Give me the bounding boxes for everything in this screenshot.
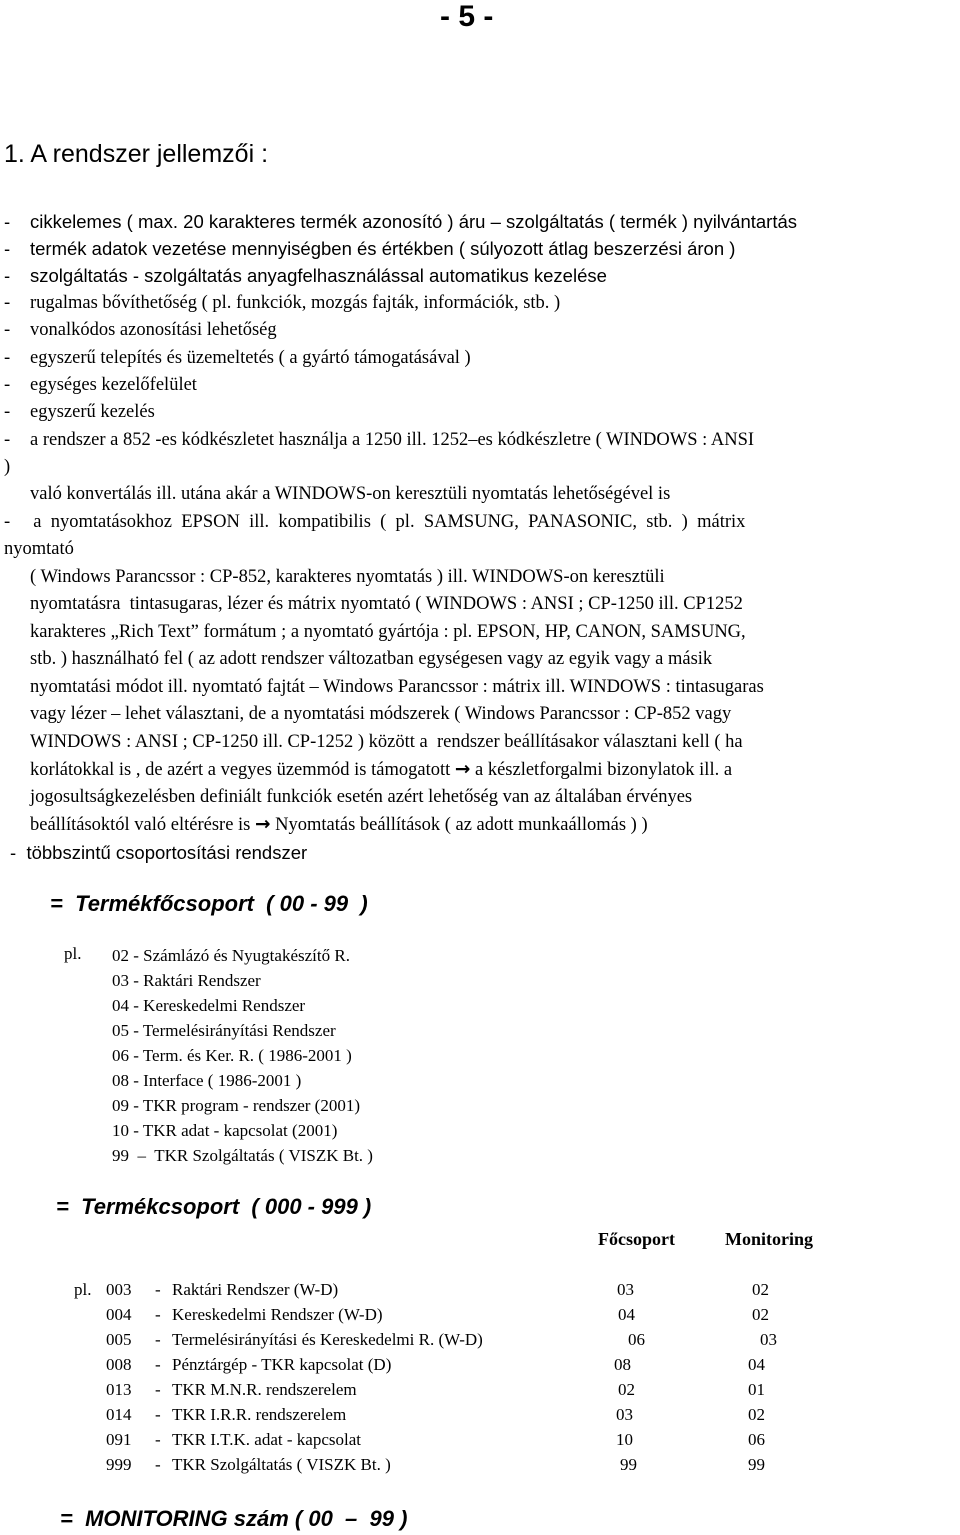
main-group-code: 03 (617, 1280, 634, 1299)
product-name: Kereskedelmi Rendszer (W-D) (172, 1305, 383, 1324)
bullet-dash: - (4, 402, 11, 422)
main-group-item: 08 - Interface ( 1986-2001 ) (112, 1071, 302, 1090)
multilevel-line: - többszintű csoportosítási rendszer (10, 842, 308, 863)
bullet-dash: - (4, 265, 11, 286)
feature-item (4, 427, 754, 454)
feature-text: a rendszer a 852 -es kódkészletet használja a 1250 ill. 1252–es kódkészletre ( WINDOWS : ANSI (30, 430, 755, 450)
bullet-dash: - (4, 430, 11, 450)
product-group-heading: = Termékcsoport ( 000 - 999 ) (56, 1194, 372, 1219)
feature-text: egyszerű kezelés (30, 402, 155, 422)
monitoring-code: 99 (748, 1455, 765, 1474)
main-group-code: 06 (628, 1330, 645, 1349)
product-name: TKR M.N.R. rendszerelem (172, 1380, 357, 1399)
printer-detail-text: Nyomtatás beállítások ( az adott munkaállomás ) ) (275, 815, 648, 835)
bullet-dash: - (4, 238, 11, 259)
main-group-code: 08 (614, 1355, 631, 1374)
printer-detail-text: korlátokkal is , de azért a vegyes üzemmód is támogatott (30, 760, 451, 780)
printers-line-wrap: nyomtató (4, 539, 74, 559)
main-group-item: 99 – TKR Szolgáltatás ( VISZK Bt. ) (112, 1146, 373, 1165)
separator: - (155, 1330, 161, 1349)
product-code: 003 (106, 1280, 132, 1299)
main-group-item: 02 - Számlázó és Nyugtakészítő R. (112, 946, 350, 965)
printer-detail-text: a készletforgalmi bizonylatok ill. a (475, 760, 733, 780)
feature-item (4, 399, 155, 426)
product-group-row (0, 1330, 960, 1355)
bullet-dash: - (4, 293, 11, 313)
feature-item (4, 262, 607, 289)
product-group-row (0, 1430, 960, 1455)
main-group-item: 05 - Termelésirányítási Rendszer (112, 1021, 336, 1040)
main-group-item: 09 - TKR program - rendszer (2001) (112, 1096, 361, 1115)
section-title: 1. A rendszer jellemzői : (4, 140, 269, 168)
product-code: 004 (106, 1305, 132, 1324)
product-name: Termelésirányítási és Kereskedelmi R. (W-D) (172, 1330, 483, 1349)
separator: - (155, 1430, 161, 1449)
product-group-row (0, 1305, 960, 1330)
monitoring-code: 02 (748, 1405, 765, 1424)
main-group-code: 04 (618, 1305, 635, 1324)
product-code: 014 (106, 1405, 132, 1424)
main-group-code: 03 (616, 1405, 633, 1424)
bullet-dash: - (4, 375, 11, 395)
main-group-item: 03 - Raktári Rendszer (112, 971, 261, 990)
separator: - (155, 1380, 161, 1399)
printer-detail-line: karakteres „Rich Text” formátum ; a nyomtató gyártója : pl. EPSON, HP, CANON, SAMSUNG, (30, 622, 746, 642)
feature-item (4, 290, 560, 317)
bullet-dash: - (4, 348, 11, 368)
product-name: TKR I.T.K. adat - kapcsolat (172, 1430, 361, 1449)
feature-item (4, 208, 797, 235)
main-group-item: 10 - TKR adat - kapcsolat (2001) (112, 1121, 338, 1140)
product-code: 999 (106, 1455, 132, 1474)
printers-line: - a nyomtatásokhoz EPSON ill. kompatibilis ( pl. SAMSUNG, PANASONIC, stb. ) mátrix (4, 512, 746, 532)
arrow-right-icon: → (255, 814, 271, 835)
feature-item (4, 372, 197, 399)
printer-detail-line: jogosultságkezelésben definiált funkciók esetén azért lehetőség van az általában érvényes (30, 787, 693, 807)
main-group-item: 06 - Term. és Ker. R. ( 1986-2001 ) (112, 1046, 352, 1065)
monitoring-code: 06 (748, 1430, 765, 1449)
product-group-row (0, 1405, 960, 1430)
product-code: 005 (106, 1330, 132, 1349)
separator: - (155, 1405, 161, 1424)
feature-text: egyszerű telepítés és üzemeltetés ( a gyártó támogatásával ) (30, 348, 471, 368)
main-group-code: 10 (616, 1430, 633, 1449)
separator: - (155, 1305, 161, 1324)
product-name: Raktári Rendszer (W-D) (172, 1280, 339, 1299)
column-header-monitoring: Monitoring (725, 1229, 813, 1249)
feature-continuation: való konvertálás ill. utána akár a WINDOWS-on keresztüli nyomtatás lehetőségével is (30, 484, 671, 504)
product-code: 091 (106, 1430, 132, 1449)
monitoring-code: 01 (748, 1380, 765, 1399)
feature-item (4, 345, 471, 372)
printer-detail-line: stb. ) használható fel ( az adott rendszer változatban egységesen vagy az egyik vagy a másik (30, 649, 713, 669)
product-group-row (0, 1380, 960, 1405)
printer-detail-line (30, 811, 648, 839)
monitoring-code: 04 (748, 1355, 765, 1374)
main-group-code: 02 (618, 1380, 635, 1399)
monitoring-code: 02 (752, 1280, 769, 1299)
column-header-main-group: Főcsoport (598, 1229, 675, 1249)
feature-text: egységes kezelőfelület (30, 375, 197, 395)
printer-detail-line (30, 756, 732, 784)
main-group-heading: = Termékfőcsoport ( 00 - 99 ) (50, 891, 368, 916)
bullet-dash: - (4, 320, 11, 340)
arrow-right-icon: → (454, 759, 471, 780)
feature-text: vonalkódos azonosítási lehetőség (30, 320, 277, 340)
main-group-item: 04 - Kereskedelmi Rendszer (112, 996, 306, 1015)
printer-detail-text: beállításoktól való eltérésre is (30, 815, 251, 835)
product-code: 008 (106, 1355, 132, 1374)
monitoring-code: 02 (752, 1305, 769, 1324)
printer-detail-line: ( Windows Parancssor : CP-852, karakteres nyomtatás ) ill. WINDOWS-on keresztüli (30, 567, 665, 587)
separator: - (155, 1355, 161, 1374)
bullet-dash: - (4, 211, 11, 232)
printer-detail-line: WINDOWS : ANSI ; CP-1250 ill. CP-1252 ) között a rendszer beállításakor választani kell ( ha (30, 732, 743, 752)
feature-continuation: ) (4, 457, 11, 477)
product-name: TKR Szolgáltatás ( VISZK Bt. ) (172, 1455, 391, 1474)
monitoring-code: 03 (760, 1330, 777, 1349)
product-code: 013 (106, 1380, 132, 1399)
feature-text: rugalmas bővíthetőség ( pl. funkciók, mozgás fajták, információk, stb. ) (30, 293, 561, 313)
feature-text: szolgáltatás - szolgáltatás anyagfelhasználással automatikus kezelése (30, 265, 607, 286)
main-group-code: 99 (620, 1455, 637, 1474)
product-group-row (0, 1455, 960, 1480)
feature-text: cikkelemes ( max. 20 karakteres termék azonosító ) áru – szolgáltatás ( termék ) nyilvántartás (30, 211, 798, 232)
printer-detail-line: nyomtatásra tintasugaras, lézer és mátrix nyomtató ( WINDOWS : ANSI ; CP-1250 ill. CP1252 (30, 594, 743, 614)
monitoring-heading: = MONITORING szám ( 00 – 99 ) (60, 1506, 408, 1531)
product-name: TKR I.R.R. rendszerelem (172, 1405, 347, 1424)
feature-text: termék adatok vezetése mennyiségben és értékben ( súlyozott átlag beszerzési áron ) (30, 238, 736, 259)
printer-detail-line: vagy lézer – lehet választani, de a nyomtatási módszerek ( Windows Parancssor : CP-852 vagy (30, 704, 732, 724)
feature-item (4, 235, 735, 262)
product-name: Pénztárgép - TKR kapcsolat (D) (172, 1355, 392, 1374)
printer-detail-line: nyomtatási módot ill. nyomtató fajtát – Windows Parancssor : mátrix ill. WINDOWS : tintasugaras (30, 677, 764, 697)
page-number: - 5 - (440, 0, 494, 33)
example-label: pl. (64, 944, 82, 963)
separator: - (155, 1280, 161, 1299)
separator: - (155, 1455, 161, 1474)
feature-item (4, 317, 277, 344)
product-group-row (0, 1280, 960, 1305)
product-group-row (0, 1355, 960, 1380)
example-label: pl. (74, 1280, 92, 1299)
